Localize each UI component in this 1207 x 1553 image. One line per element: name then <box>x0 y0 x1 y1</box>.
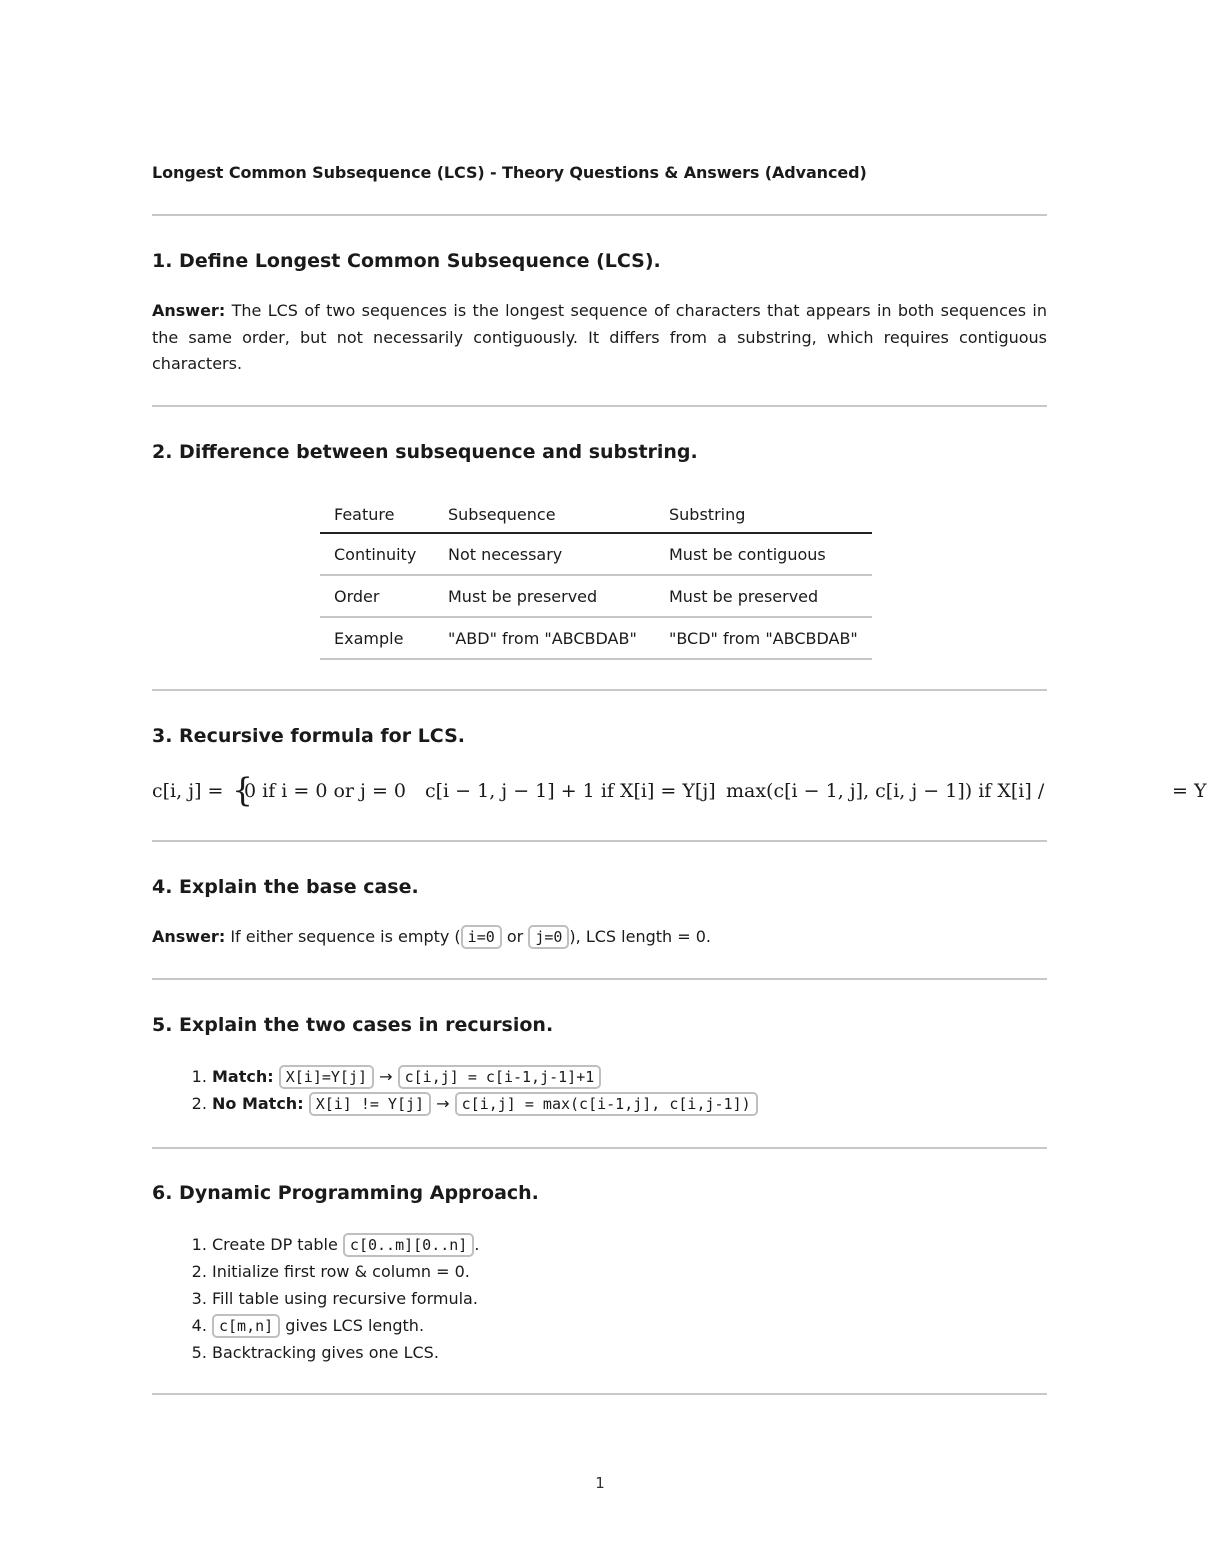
q1-answer-text: The LCS of two sequences is the longest sequence of characters that appears in both sequences in the same order, but not necessarily contiguously. It differs from a substring, which requires contiguous characters. <box>152 301 1047 373</box>
list-item: 2. Initialize first row & column = 0. <box>212 1258 479 1285</box>
recursive-formula <box>152 770 1207 816</box>
list-item: 5. Backtracking gives one LCS. <box>212 1339 479 1366</box>
divider <box>152 405 1047 407</box>
divider <box>152 1147 1047 1149</box>
code-j-zero: j=0 <box>528 925 569 949</box>
case-result: c[i,j] = max(c[i-1,j], c[i,j-1]) <box>455 1092 758 1116</box>
table-header: Subsequence <box>434 496 655 533</box>
q4-heading: 4. Explain the base case. <box>152 876 419 898</box>
formula-case-match: c[i − 1, j − 1] + 1 if X[i] = Y[j] <box>425 780 716 802</box>
list-item: 3. Fill table using recursive formula. <box>212 1285 479 1312</box>
code-dp-table: c[0..m][0..n] <box>343 1233 474 1257</box>
document-page <box>152 0 1207 1553</box>
q3-heading: 3. Recursive formula for LCS. <box>152 725 466 747</box>
divider <box>152 840 1047 842</box>
divider <box>152 214 1047 216</box>
list-item <box>212 1312 479 1339</box>
divider <box>152 689 1047 691</box>
q4-text-before: If either sequence is empty ( <box>230 927 461 946</box>
list-item <box>212 1090 758 1117</box>
formula-case-base: 0 if i = 0 or j = 0 <box>244 780 407 802</box>
q6-heading: 6. Dynamic Programming Approach. <box>152 1182 539 1204</box>
table-cell: Not necessary <box>434 533 655 575</box>
table-row <box>320 533 872 575</box>
table-cell: Must be preserved <box>434 575 655 617</box>
answer-label: Answer: <box>152 301 226 320</box>
formula-brace: { <box>232 770 253 809</box>
case-label: Match: <box>212 1067 274 1086</box>
step-text: Create DP table <box>212 1235 338 1254</box>
formula-overflow: = Y <box>1172 780 1207 802</box>
page-number: 1 <box>595 1474 605 1492</box>
arrow-icon: → <box>436 1094 450 1113</box>
q4-answer <box>152 924 1047 951</box>
table-cell: Must be contiguous <box>655 533 872 575</box>
q1-answer <box>152 298 1047 378</box>
document-title: Longest Common Subsequence (LCS) - Theory Questions & Answers (Advanced) <box>152 163 867 182</box>
q2-heading: 2. Difference between subsequence and substring. <box>152 441 698 463</box>
step-end: . <box>474 1235 480 1254</box>
answer-label: Answer: <box>152 927 226 946</box>
case-result: c[i,j] = c[i-1,j-1]+1 <box>398 1065 602 1089</box>
table-cell: Order <box>320 575 434 617</box>
table-cell: "ABD" from "ABCBDAB" <box>434 617 655 659</box>
table-row <box>320 575 872 617</box>
comparison-table <box>320 496 872 660</box>
q5-heading: 5. Explain the two cases in recursion. <box>152 1014 554 1036</box>
step-text: gives LCS length. <box>285 1316 425 1335</box>
table-cell: Must be preserved <box>655 575 872 617</box>
q4-text-or: or <box>506 927 524 946</box>
code-i-zero: i=0 <box>461 925 502 949</box>
q4-text-after: ), LCS length = 0. <box>569 927 712 946</box>
dp-steps-list <box>152 1231 479 1366</box>
q1-heading: 1. Define Longest Common Subsequence (LCS). <box>152 250 661 272</box>
formula-case-nomatch: max(c[i − 1, j], c[i, j − 1]) if X[i] / <box>726 780 1045 802</box>
code-c-mn: c[m,n] <box>212 1314 280 1338</box>
table-header: Feature <box>320 496 434 533</box>
table-row <box>320 617 872 659</box>
table-header-row <box>320 496 872 533</box>
list-item <box>212 1231 479 1258</box>
divider <box>152 1393 1047 1395</box>
recursion-cases-list <box>152 1063 758 1117</box>
table-cell: "BCD" from "ABCBDAB" <box>655 617 872 659</box>
case-label: No Match: <box>212 1094 304 1113</box>
table-cell: Example <box>320 617 434 659</box>
table-cell: Continuity <box>320 533 434 575</box>
table-header: Substring <box>655 496 872 533</box>
case-condition: X[i] != Y[j] <box>309 1092 431 1116</box>
arrow-icon: → <box>379 1067 393 1086</box>
formula-lhs: c[i, j] = <box>152 780 224 802</box>
divider <box>152 978 1047 980</box>
case-condition: X[i]=Y[j] <box>279 1065 374 1089</box>
list-item <box>212 1063 758 1090</box>
